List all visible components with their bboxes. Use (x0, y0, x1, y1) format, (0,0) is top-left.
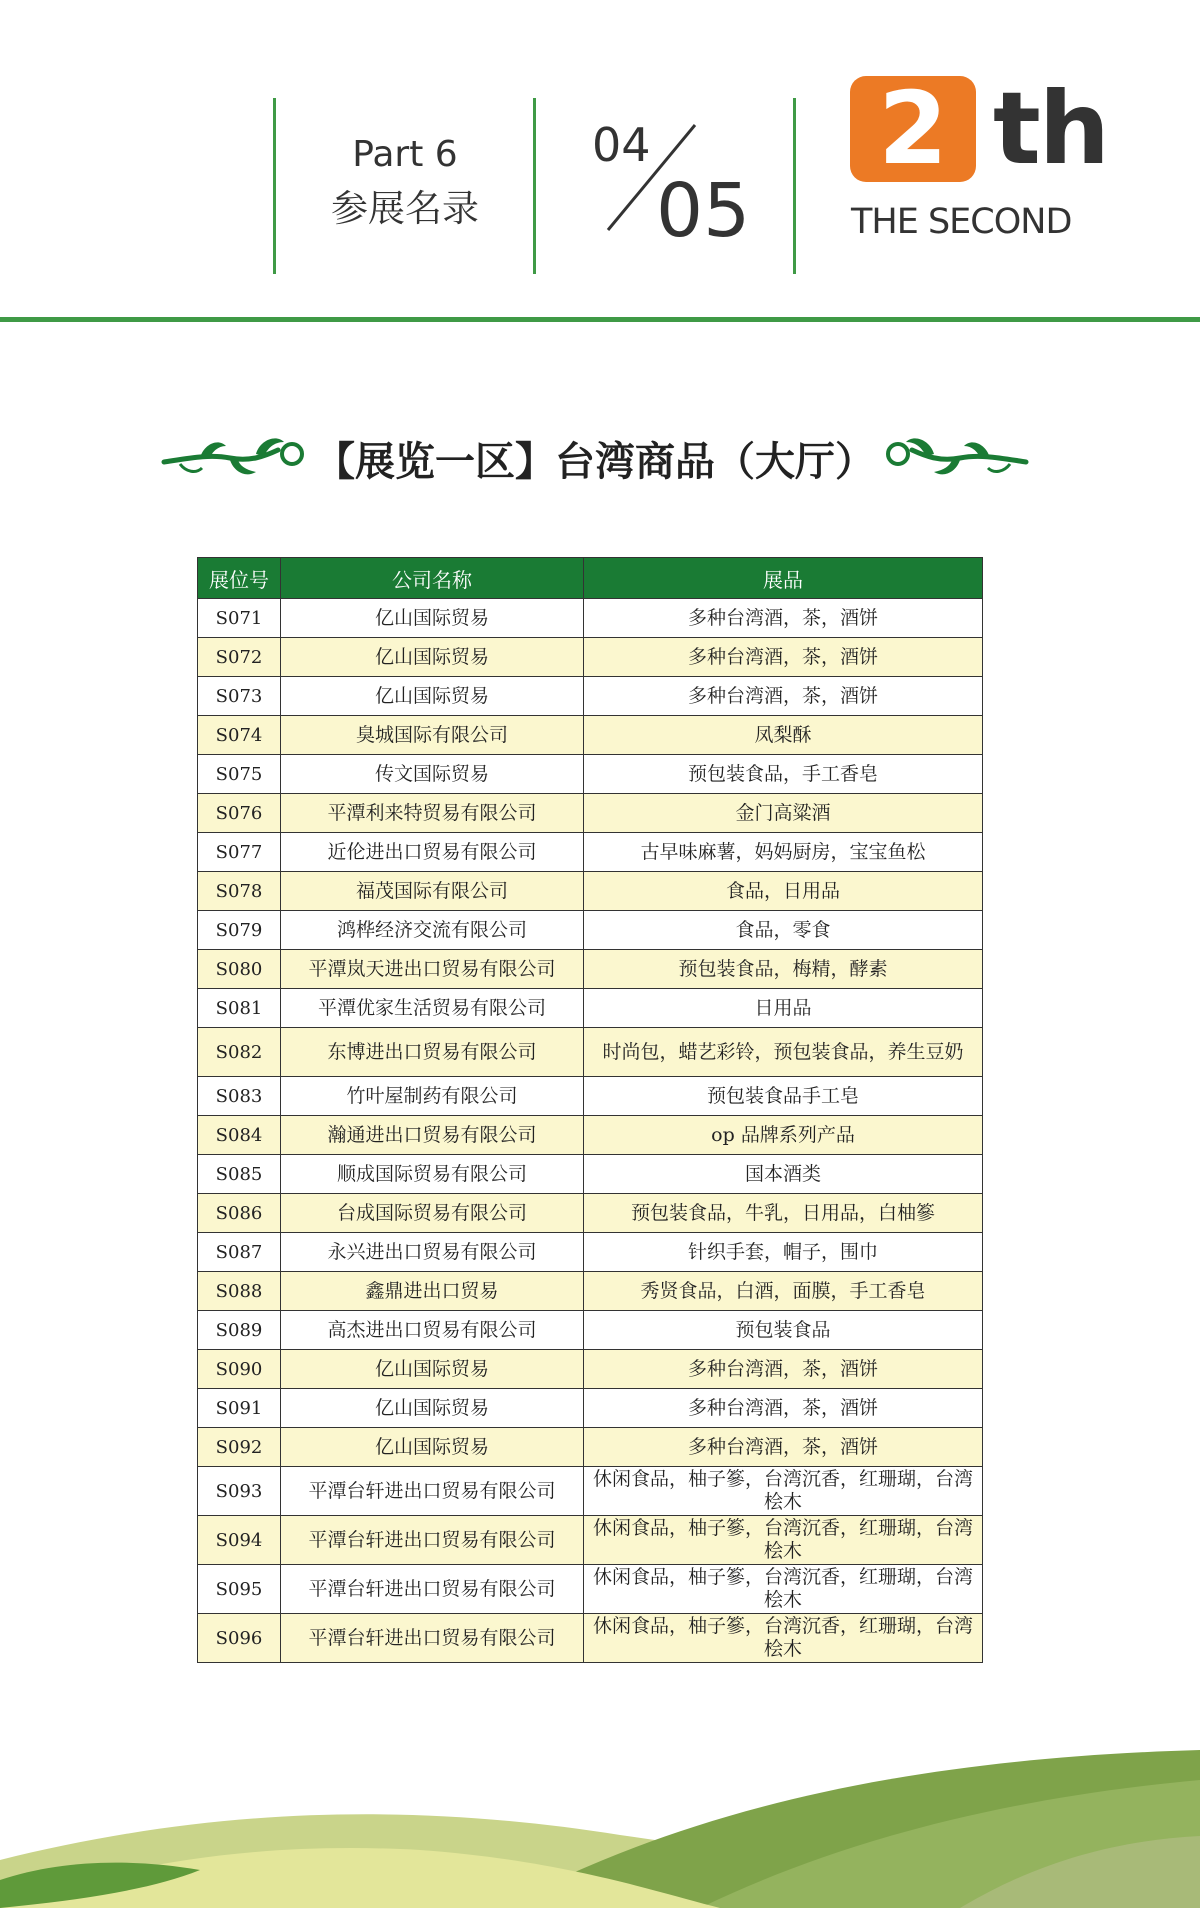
company-name-cell: 平潭台轩进出口贸易有限公司 (281, 1516, 584, 1565)
table-row (198, 1467, 983, 1516)
booth-number-cell: S084 (198, 1116, 281, 1155)
company-name-cell: 福茂国际有限公司 (281, 872, 584, 911)
left-flourish-icon (160, 428, 310, 488)
right-flourish-icon (880, 428, 1030, 488)
booth-number-cell: S079 (198, 911, 281, 950)
products-cell: 预包装食品，牛乳，日用品，白柚篸 (584, 1194, 983, 1233)
edition-suffix: th (993, 70, 1108, 187)
company-name-cell: 永兴进出口贸易有限公司 (281, 1233, 584, 1272)
divider-line (533, 98, 536, 274)
company-name-cell: 平潭台轩进出口贸易有限公司 (281, 1467, 584, 1516)
company-name-cell: 亿山国际贸易 (281, 638, 584, 677)
table-row (198, 950, 983, 989)
products-cell: 凤梨酥 (584, 716, 983, 755)
booth-number-cell: S093 (198, 1467, 281, 1516)
table-row (198, 1028, 983, 1077)
company-name-cell: 平潭岚天进出口贸易有限公司 (281, 950, 584, 989)
company-name-cell: 东博进出口贸易有限公司 (281, 1028, 584, 1077)
booth-number-cell: S090 (198, 1350, 281, 1389)
page-current: 04 (592, 118, 651, 172)
products-cell: 秀贤食品，白酒，面膜，手工香皂 (584, 1272, 983, 1311)
booth-number-cell: S081 (198, 989, 281, 1028)
booth-number-cell: S088 (198, 1272, 281, 1311)
booth-number-cell: S075 (198, 755, 281, 794)
page-header (0, 0, 1200, 330)
products-cell: 预包装食品，梅精，酵素 (584, 950, 983, 989)
products-cell: 预包装食品，手工香皂 (584, 755, 983, 794)
booth-number-cell: S072 (198, 638, 281, 677)
table-row (198, 1350, 983, 1389)
column-header-products: 展品 (584, 558, 983, 599)
section-heading (160, 428, 1030, 488)
page-total: 05 (656, 168, 751, 254)
booth-number-cell: S083 (198, 1077, 281, 1116)
company-name-cell: 台成国际贸易有限公司 (281, 1194, 584, 1233)
booth-number-cell: S094 (198, 1516, 281, 1565)
products-cell: 休闲食品，柚子篸，台湾沉香，红珊瑚，台湾桧木 (584, 1516, 983, 1565)
products-cell: 食品，零食 (584, 911, 983, 950)
company-name-cell: 平潭利来特贸易有限公司 (281, 794, 584, 833)
products-cell: 休闲食品，柚子篸，台湾沉香，红珊瑚，台湾桧木 (584, 1467, 983, 1516)
company-name-cell: 顺成国际贸易有限公司 (281, 1155, 584, 1194)
table-row (198, 872, 983, 911)
booth-number-cell: S076 (198, 794, 281, 833)
section-title: 【展览一区】台湾商品（大厅） (315, 439, 875, 485)
table-row (198, 1614, 983, 1663)
header-rule (0, 317, 1200, 322)
booth-number-cell: S089 (198, 1311, 281, 1350)
company-name-cell: 臭城国际有限公司 (281, 716, 584, 755)
part-title: 参展名录 (331, 187, 479, 230)
table-body (198, 599, 983, 1663)
company-name-cell: 亿山国际贸易 (281, 677, 584, 716)
booth-number-cell: S096 (198, 1614, 281, 1663)
exhibitor-table (197, 557, 983, 1663)
products-cell: op 品牌系列产品 (584, 1116, 983, 1155)
table-row (198, 1428, 983, 1467)
company-name-cell: 瀚通进出口贸易有限公司 (281, 1116, 584, 1155)
table-row (198, 716, 983, 755)
booth-number-cell: S095 (198, 1565, 281, 1614)
table-row (198, 755, 983, 794)
products-cell: 多种台湾酒，茶，酒饼 (584, 1350, 983, 1389)
company-name-cell: 亿山国际贸易 (281, 1389, 584, 1428)
table-row (198, 794, 983, 833)
booth-number-cell: S085 (198, 1155, 281, 1194)
table-row (198, 1272, 983, 1311)
table-row (198, 1116, 983, 1155)
company-name-cell: 鸿桦经济交流有限公司 (281, 911, 584, 950)
products-cell: 预包装食品手工皂 (584, 1077, 983, 1116)
booth-number-cell: S092 (198, 1428, 281, 1467)
company-name-cell: 平潭台轩进出口贸易有限公司 (281, 1565, 584, 1614)
products-cell: 国本酒类 (584, 1155, 983, 1194)
products-cell: 休闲食品，柚子篸，台湾沉香，红珊瑚，台湾桧木 (584, 1565, 983, 1614)
booth-number-cell: S071 (198, 599, 281, 638)
products-cell: 多种台湾酒，茶，酒饼 (584, 599, 983, 638)
booth-number-cell: S086 (198, 1194, 281, 1233)
footer-decoration (0, 1740, 1200, 1908)
table-row (198, 989, 983, 1028)
company-name-cell: 传文国际贸易 (281, 755, 584, 794)
products-cell: 多种台湾酒，茶，酒饼 (584, 1389, 983, 1428)
company-name-cell: 平潭台轩进出口贸易有限公司 (281, 1614, 584, 1663)
booth-number-cell: S078 (198, 872, 281, 911)
booth-number-cell: S080 (198, 950, 281, 989)
divider-line (793, 98, 796, 274)
company-name-cell: 竹叶屋制药有限公司 (281, 1077, 584, 1116)
booth-number-cell: S087 (198, 1233, 281, 1272)
company-name-cell: 亿山国际贸易 (281, 1350, 584, 1389)
booth-number-cell: S074 (198, 716, 281, 755)
table-row (198, 1389, 983, 1428)
products-cell: 金门高粱酒 (584, 794, 983, 833)
company-name-cell: 亿山国际贸易 (281, 599, 584, 638)
table-row (198, 911, 983, 950)
column-header-company: 公司名称 (281, 558, 584, 599)
booth-number-cell: S073 (198, 677, 281, 716)
company-name-cell: 高杰进出口贸易有限公司 (281, 1311, 584, 1350)
products-cell: 食品，日用品 (584, 872, 983, 911)
edition-caption: THE SECOND (851, 202, 1072, 242)
products-cell: 时尚包，蜡艺彩铃，预包装食品，养生豆奶 (584, 1028, 983, 1077)
products-cell: 多种台湾酒，茶，酒饼 (584, 1428, 983, 1467)
table-header-row (198, 558, 983, 599)
products-cell: 日用品 (584, 989, 983, 1028)
products-cell: 多种台湾酒，茶，酒饼 (584, 638, 983, 677)
table-row (198, 1565, 983, 1614)
column-header-booth: 展位号 (198, 558, 281, 599)
products-cell: 古早味麻薯，妈妈厨房，宝宝鱼松 (584, 833, 983, 872)
table-row (198, 1233, 983, 1272)
table-row (198, 638, 983, 677)
table-row (198, 1077, 983, 1116)
products-cell: 针织手套，帽子，围巾 (584, 1233, 983, 1272)
company-name-cell: 近伦进出口贸易有限公司 (281, 833, 584, 872)
table-row (198, 1311, 983, 1350)
part-label: Part 6 (352, 134, 458, 175)
edition-badge: 2 (850, 76, 976, 182)
table-row (198, 1194, 983, 1233)
divider-line (273, 98, 276, 274)
company-name-cell: 鑫鼎进出口贸易 (281, 1272, 584, 1311)
company-name-cell: 平潭优家生活贸易有限公司 (281, 989, 584, 1028)
products-cell: 预包装食品 (584, 1311, 983, 1350)
table-row (198, 1516, 983, 1565)
booth-number-cell: S077 (198, 833, 281, 872)
table-row (198, 599, 983, 638)
table-row (198, 1155, 983, 1194)
company-name-cell: 亿山国际贸易 (281, 1428, 584, 1467)
table-row (198, 833, 983, 872)
booth-number-cell: S082 (198, 1028, 281, 1077)
table-row (198, 677, 983, 716)
booth-number-cell: S091 (198, 1389, 281, 1428)
products-cell: 多种台湾酒，茶，酒饼 (584, 677, 983, 716)
products-cell: 休闲食品，柚子篸，台湾沉香，红珊瑚，台湾桧木 (584, 1614, 983, 1663)
